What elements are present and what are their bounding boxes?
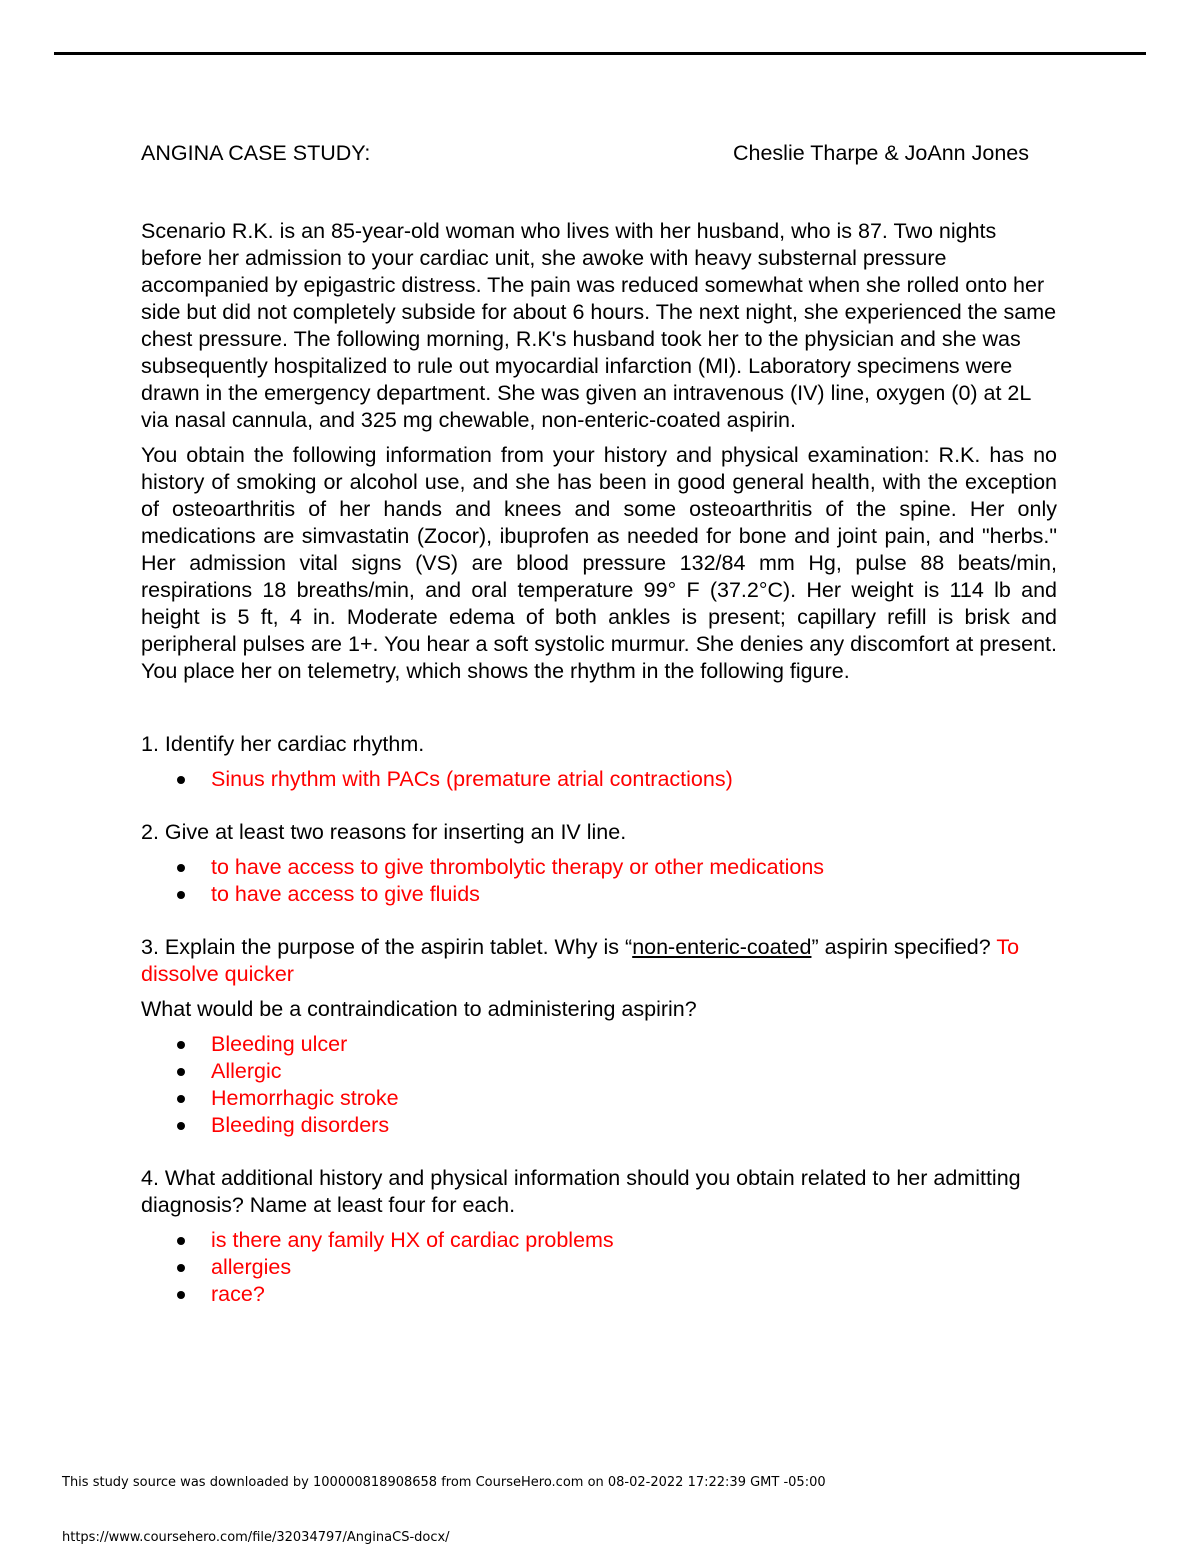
answer-item: allergies bbox=[141, 1254, 1057, 1281]
question-4-answers bbox=[141, 1227, 1057, 1308]
source-url-link[interactable]: https://www.coursehero.com/file/32034797/AnginaCS-docx/ bbox=[62, 1530, 450, 1545]
question-3-text bbox=[141, 934, 1057, 988]
question-3-answers bbox=[141, 1031, 1057, 1139]
question-2-answers bbox=[141, 854, 1057, 908]
question-3-post: ” aspirin specified? bbox=[811, 935, 997, 959]
answer-item: Sinus rhythm with PACs (premature atrial contractions) bbox=[141, 766, 1057, 793]
history-paragraph: You obtain the following information from your history and physical examination: R.K. has no history of smoking or alcohol use, and she has been in good general health, with the exception of osteoarthritis of her hands and knees and some osteoarthritis of the spine. Her only medications are simvastatin (Zocor), ibuprofen as needed for bone and joint pain, and "herbs." Her admission vital signs (VS) are blood pressure 132/84 mm Hg, pulse 88 beats/min, respirations 18 breaths/min, and oral temperature 99° F (37.2°C). Her weight is 114 lb and height is 5 ft, 4 in. Moderate edema of both ankles is present; capillary refill is brisk and peripheral pulses are 1+. You hear a soft systolic murmur. She denies any discomfort at present. You place her on telemetry, which shows the rhythm in the following figure. bbox=[141, 443, 1057, 683]
question-4 bbox=[141, 1165, 1057, 1308]
download-notice: This study source was downloaded by 100000818908658 from CourseHero.com on 08-02-2022 17:22:39 GMT -05:00 bbox=[62, 1475, 826, 1490]
title-row bbox=[141, 140, 1057, 172]
answer-item: Bleeding disorders bbox=[141, 1112, 1057, 1139]
answer-item: Bleeding ulcer bbox=[141, 1031, 1057, 1058]
answer-item: Hemorrhagic stroke bbox=[141, 1085, 1057, 1112]
answer-item: to have access to give fluids bbox=[141, 881, 1057, 908]
question-4-text: 4. What additional history and physical information should you obtain related to her admitting diagnosis? Name at least four for each. bbox=[141, 1166, 1021, 1217]
document-authors: Cheslie Tharpe & JoAnn Jones bbox=[732, 141, 1029, 165]
scenario-paragraph: Scenario R.K. is an 85-year-old woman who lives with her husband, who is 87. Two nights before her admission to your cardiac unit, she awoke with heavy substernal pressure accompanied by epigastric distress. The pain was reduced somewhat when she rolled onto her side but did not completely subside for about 6 hours. The next night, she experienced the same chest pressure. The following morning, R.K's husband took her to the physician and she was subsequently hospitalized to rule out myocardial infarction (MI). Laboratory specimens were drawn in the emergency department. She was given an intravenous (IV) line, oxygen (0) at 2L via nasal cannula, and 325 mg chewable, non-enteric-coated aspirin. bbox=[141, 219, 1057, 432]
answer-item: race? bbox=[141, 1281, 1057, 1308]
question-3-pre: 3. Explain the purpose of the aspirin tablet. Why is “ bbox=[141, 935, 633, 959]
document-body bbox=[141, 140, 1057, 1308]
question-1-text: 1. Identify her cardiac rhythm. bbox=[141, 732, 425, 756]
question-3-subquestion: What would be a contraindication to administering aspirin? bbox=[141, 997, 697, 1021]
answer-item: is there any family HX of cardiac problems bbox=[141, 1227, 1057, 1254]
question-2-text: 2. Give at least two reasons for inserting an IV line. bbox=[141, 820, 627, 844]
answer-item: Allergic bbox=[141, 1058, 1057, 1085]
question-3-answer: To dissolve quicker bbox=[141, 935, 1020, 986]
question-1-answers bbox=[141, 766, 1057, 793]
question-3-underlined: non-enteric-coated bbox=[632, 935, 812, 959]
question-2 bbox=[141, 819, 1057, 908]
question-3 bbox=[141, 934, 1057, 1139]
document-title: ANGINA CASE STUDY: bbox=[141, 141, 371, 165]
top-rule bbox=[54, 52, 1146, 55]
question-1 bbox=[141, 731, 1057, 793]
answer-item: to have access to give thrombolytic therapy or other medications bbox=[141, 854, 1057, 881]
